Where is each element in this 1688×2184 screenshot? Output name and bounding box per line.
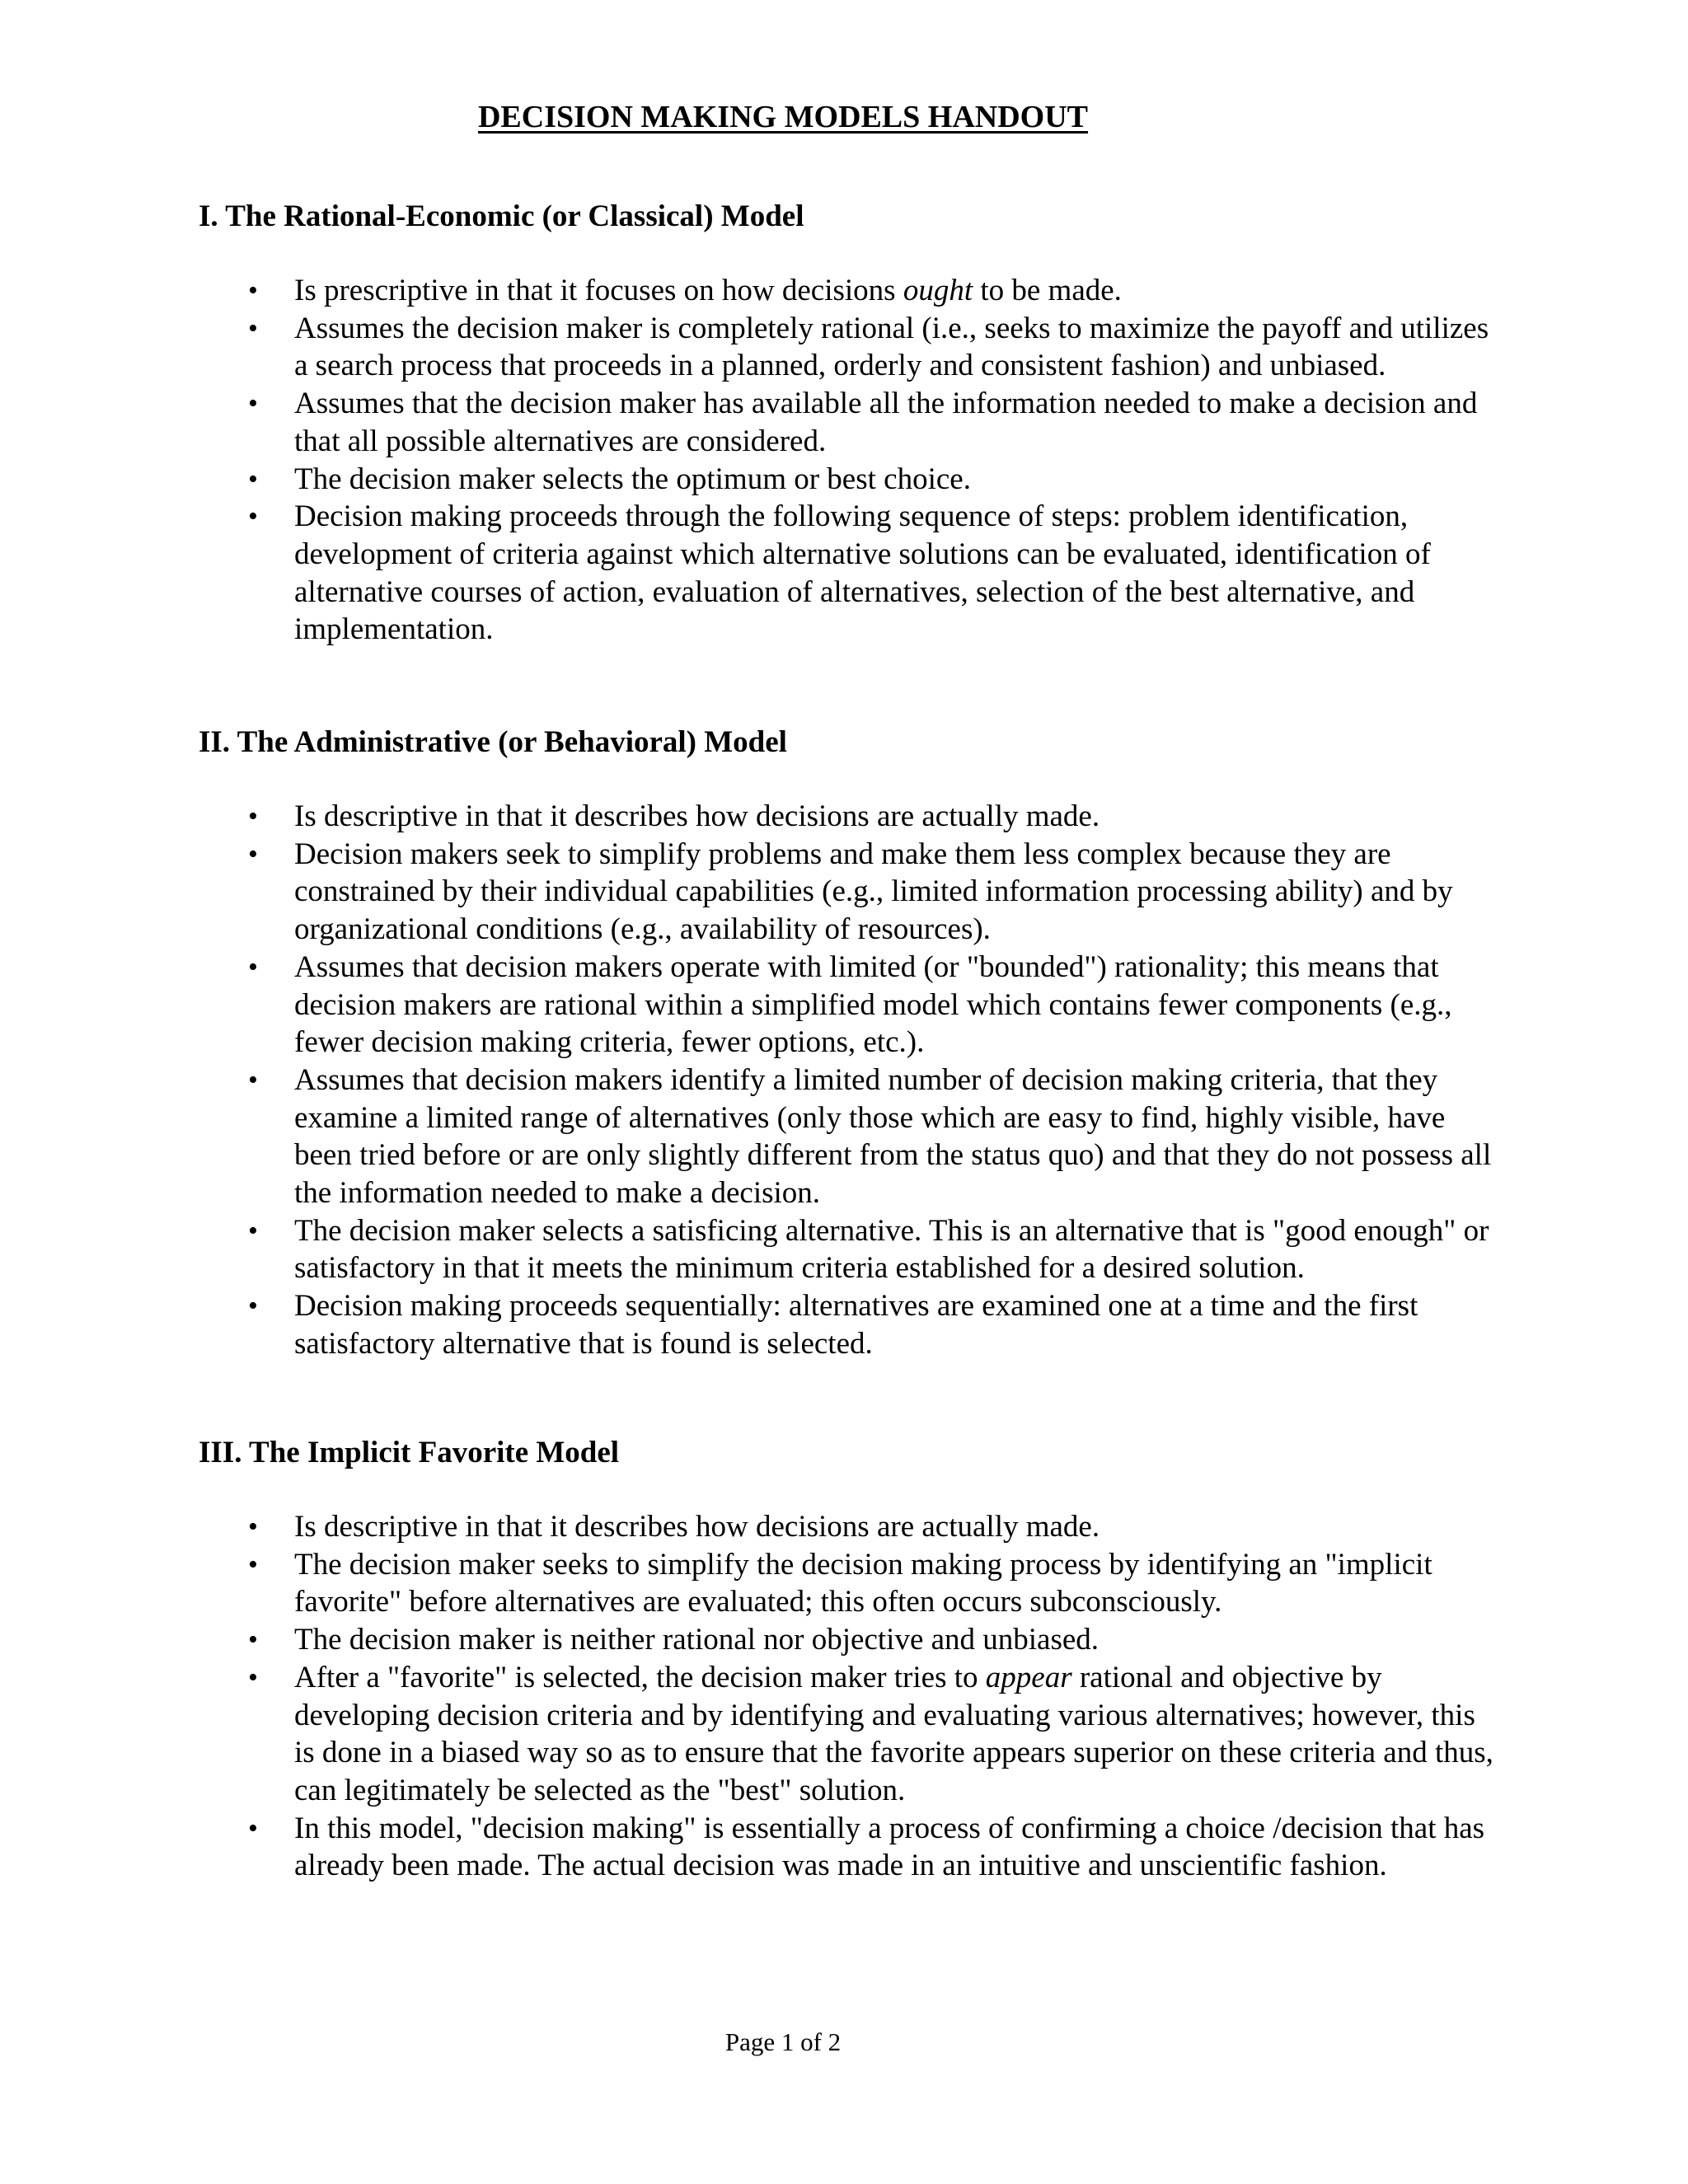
item-text: The decision maker is neither rational nor objective and unbiased. <box>294 1623 1100 1657</box>
bullet-marker: • <box>248 801 258 832</box>
list-item <box>199 1212 1501 1287</box>
section-implicit-favorite-model <box>199 1434 1501 1885</box>
item-text: Is descriptive in that it describes how decisions are actually made. <box>294 799 1100 833</box>
item-text: Decision making proceeds sequentially: alternatives are examined one at a time and the first satisfactory alternative that is found is selected. <box>294 1289 1418 1361</box>
item-text: The decision maker seeks to simplify the decision making process by identifying an "implicit favorite" before alternatives are evaluated; this often occurs subconsciously. <box>294 1547 1432 1619</box>
list-item <box>199 385 1501 460</box>
item-text: The decision maker selects a satisficing alternative. This is an alternative that is "good enough" or satisfactory in that it meets the minimum criteria established for a desired solution. <box>294 1213 1489 1286</box>
bullet-marker: • <box>248 1215 258 1246</box>
bullet-marker: • <box>248 1549 258 1580</box>
item-text: Is descriptive in that it describes how decisions are actually made. <box>294 1510 1100 1544</box>
list-item <box>199 461 1501 499</box>
section-heading: I. The Rational-Economic (or Classical) Model <box>199 199 804 233</box>
list-item <box>199 1810 1501 1885</box>
list-item <box>199 1621 1501 1659</box>
list-item <box>199 949 1501 1062</box>
section-heading: III. The Implicit Favorite Model <box>199 1436 620 1469</box>
bullet-marker: • <box>248 463 258 494</box>
bullet-marker: • <box>248 275 258 306</box>
item-text: In this model, "decision making" is essentially a process of confirming a choice /decision that has already been made. The actual decision was made in an intuitive and unscientific fashion. <box>294 1811 1485 1883</box>
bullet-marker: • <box>248 1511 258 1542</box>
item-text: Decision making proceeds through the following sequence of steps: problem identification, development of criteria against which alternative solutions can be evaluated, identification of alternative courses of action, evaluation of alternatives, selection of the best alternative, and implementation. <box>294 499 1431 647</box>
bullet-list <box>199 1508 1501 1885</box>
list-item <box>199 1659 1501 1810</box>
list-item <box>199 1287 1501 1362</box>
item-text: The decision maker selects the optimum or best choice. <box>294 462 971 496</box>
item-text: Is prescriptive in that it focuses on how decisions <box>294 274 903 307</box>
list-item <box>199 1546 1501 1621</box>
bullet-marker: • <box>248 312 258 344</box>
bullet-marker: • <box>248 1064 258 1095</box>
section-rational-economic-model <box>199 198 1501 649</box>
item-emphasis: appear <box>985 1660 1072 1694</box>
bullet-marker: • <box>248 388 258 419</box>
bullet-marker: • <box>248 1661 258 1693</box>
list-item <box>199 1062 1501 1212</box>
page-number: Page 1 of 2 <box>724 2027 842 2056</box>
item-text-after: to be made. <box>973 274 1122 307</box>
item-text: Assumes that the decision maker has available all the information needed to make a decision and that all possible alternatives are considered. <box>294 387 1478 458</box>
item-text-after: rational and objective by developing decision criteria and by identifying and evaluating various alternatives; however, this is done in a biased way so as to ensure that the favorite appears superior on these criteria and thus, can legitimately be selected as the "best" solution. <box>294 1660 1493 1807</box>
bullet-list <box>199 272 1501 649</box>
section-administrative-model <box>199 724 1501 1363</box>
bullet-marker: • <box>248 1812 258 1844</box>
bullet-marker: • <box>248 1624 258 1656</box>
item-emphasis: ought <box>903 274 973 307</box>
item-text: Assumes that decision makers identify a limited number of decision making criteria, that they examine a limited range of alternatives (only those which are easy to find, highly visible, have been tried before or are only slightly different from the status quo) and that they do not possess all the information needed to make a decision. <box>294 1062 1492 1211</box>
list-item <box>199 798 1501 836</box>
list-item <box>199 836 1501 949</box>
bullet-marker: • <box>248 501 258 532</box>
bullet-list <box>199 798 1501 1363</box>
item-text: Assumes that decision makers operate with limited (or "bounded") rationality; this means that decision makers are rational within a simplified model which contains fewer components (e.g., fewer decision making criteria, fewer options, etc.). <box>294 949 1452 1060</box>
bullet-marker: • <box>248 1291 258 1322</box>
item-text: After a "favorite" is selected, the decision maker tries to <box>294 1660 986 1694</box>
item-text: Assumes the decision maker is completely rational (i.e., seeks to maximize the payoff and utilizes a search process that proceeds in a planned, orderly and consistent fashion) and unbiased. <box>294 311 1489 383</box>
section-heading: II. The Administrative (or Behavioral) Model <box>199 725 787 759</box>
list-item <box>199 272 1501 310</box>
list-item <box>199 310 1501 385</box>
list-item <box>199 1508 1501 1546</box>
list-item <box>199 498 1501 649</box>
item-text: Decision makers seek to simplify problems and make them less complex because they are constrained by their individual capabilities (e.g., limited information processing ability) and by organizational conditions (e.g., availability of resources). <box>294 837 1453 947</box>
bullet-marker: • <box>248 951 258 982</box>
document-title: DECISION MAKING MODELS HANDOUT <box>477 100 1089 134</box>
bullet-marker: • <box>248 838 258 869</box>
